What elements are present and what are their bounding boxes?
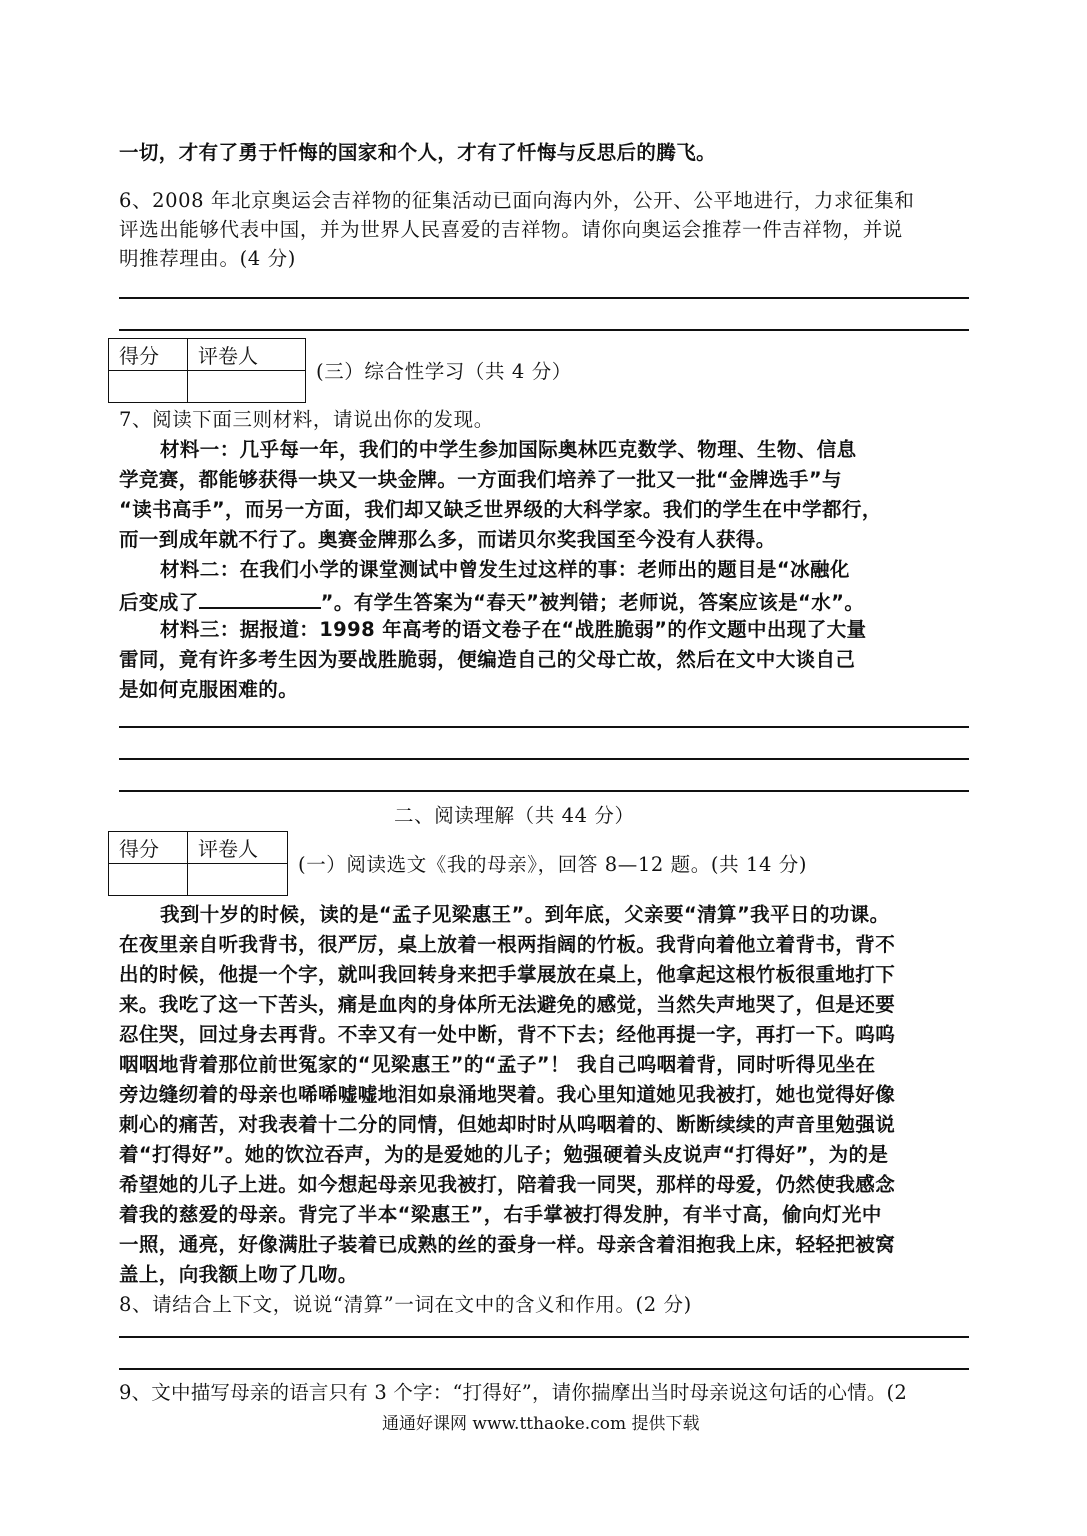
passage-line: 来。我吃了这一下苦头，痛是血肉的身体所无法避免的感觉，当然失声地哭了，但是还要	[119, 993, 896, 1016]
passage-line: 忍住哭，回过身去再背。不幸又有一处中断，背不下去；经他再提一字，再打一下。呜呜	[119, 1023, 896, 1046]
page-footer: 通通好课网 www.tthaoke.com 提供下载	[382, 1414, 700, 1434]
answer-line	[119, 1336, 969, 1338]
material-1-line-1: 材料一：几乎每一年，我们的中学生参加国际奥林匹克数学、物理、生物、信息	[160, 438, 857, 461]
q9-question: 9、文中描写母亲的语言只有 3 个字：“打得好”，请你揣摩出当时母亲说这句话的心情。(2	[119, 1381, 907, 1404]
passage-line: 着“打得好”。她的饮泣吞声，为的是爱她的儿子；勉强硬着头皮说声“打得好”，为的是	[119, 1143, 889, 1166]
score-label: 得分	[109, 832, 188, 864]
answer-line	[119, 1368, 969, 1370]
passage-line: 在夜里亲自听我背书，很严厉，桌上放着一根两指阔的竹板。我背向着他立着背书，背不	[119, 933, 896, 956]
answer-line	[119, 329, 969, 331]
passage-line: 着我的慈爱的母亲。背完了半本“梁惠王”，右手掌被打得发肿，有半寸高，偷向灯光中	[119, 1203, 882, 1226]
passage-line: 出的时候，他提一个字，就叫我回转身来把手掌展放在桌上，他拿起这根竹板很重地打下	[119, 963, 896, 986]
passage-line: 旁边缝纫着的母亲也唏唏嘘嘘地泪如泉涌地哭着。我心里知道她见我被打，她也觉得好像	[119, 1083, 896, 1106]
answer-line	[119, 790, 969, 792]
passage-line: 希望她的儿子上进。如今想起母亲见我被打，陪着我一同哭，那样的母爱，仍然使我感念	[119, 1173, 896, 1196]
part-title: 二、阅读理解（共 44 分）	[394, 804, 635, 827]
score-cell	[109, 371, 188, 403]
answer-line	[119, 726, 969, 728]
material-2-text-before: 后变成了	[119, 591, 199, 614]
material-1-line-3: “读书高手”，而另一方面，我们却又缺乏世界级的大科学家。我们的学生在中学都行，	[119, 498, 882, 521]
continued-text: 一切，才有了勇于忏悔的国家和个人，才有了忏悔与反思后的腾飞。	[119, 141, 717, 164]
q6-line-2: 评选出能够代表中国，并为世界人民喜爱的吉祥物。请你向奥运会推荐一件吉祥物，并说	[119, 218, 903, 241]
reviewer-label: 评卷人	[188, 832, 288, 864]
reviewer-label: 评卷人	[188, 339, 306, 371]
q8-question: 8、请结合上下文，说说“清算”一词在文中的含义和作用。(2 分)	[119, 1293, 692, 1316]
material-3-line-2: 雷同，竟有许多考生因为要战胜脆弱，便编造自己的父母亡故，然后在文中大谈自己	[119, 648, 856, 671]
material-3-line-1: 材料三：据报道：1998 年高考的语文卷子在“战胜脆弱”的作文题中出现了大量	[160, 618, 867, 641]
passage-line: 我到十岁的时候，读的是“孟子见梁惠王”。到年底，父亲要“清算”我平日的功课。	[160, 903, 890, 926]
passage-line: 咽咽地背着那位前世冤家的“见梁惠王”的“孟子”！ 我自己呜咽着背，同时听得见坐在	[119, 1053, 876, 1076]
q7-question: 7、阅读下面三则材料，请说出你的发现。	[119, 408, 494, 431]
section-title: (三）综合性学习（共 4 分）	[316, 360, 572, 383]
material-2-line-2	[119, 585, 864, 618]
reviewer-cell	[188, 371, 306, 403]
answer-line	[119, 758, 969, 760]
passage-line: 一照，通亮，好像满肚子装着已成熟的丝的蚕身一样。母亲含着泪抱我上床，轻轻把被窝	[119, 1233, 896, 1256]
reading-section-title: (一）阅读选文《我的母亲》，回答 8—12 题。(共 14 分)	[298, 853, 808, 876]
material-2-text-after: ”。有学生答案为“春天”被判错；老师说，答案应该是“水”。	[320, 591, 865, 614]
material-3-line-3: 是如何克服困难的。	[119, 678, 299, 701]
material-1-line-4: 而一到成年就不行了。奥赛金牌那么多，而诺贝尔奖我国至今没有人获得。	[119, 528, 776, 551]
fill-blank	[199, 585, 321, 609]
material-1-line-2: 学竞赛，都能够获得一块又一块金牌。一方面我们培养了一批又一批“金牌选手”与	[119, 468, 842, 491]
q6-line-3: 明推荐理由。(4 分)	[119, 247, 296, 270]
answer-line	[119, 297, 969, 299]
score-cell	[109, 864, 188, 896]
material-2-line-1: 材料二：在我们小学的课堂测试中曾发生过这样的事：老师出的题目是“冰融化	[160, 558, 850, 581]
score-label: 得分	[109, 339, 188, 371]
score-box	[108, 831, 288, 896]
q6-line-1: 6、2008 年北京奥运会吉祥物的征集活动已面向海内外，公开、公平地进行，力求征集和	[119, 189, 915, 212]
score-box	[108, 338, 306, 403]
reviewer-cell	[188, 864, 288, 896]
passage-line: 刺心的痛苦，对我表着十二分的同情，但她却时时从呜咽着的、断断续续的声音里勉强说	[119, 1113, 896, 1136]
passage-line: 盖上，向我额上吻了几吻。	[119, 1263, 358, 1286]
